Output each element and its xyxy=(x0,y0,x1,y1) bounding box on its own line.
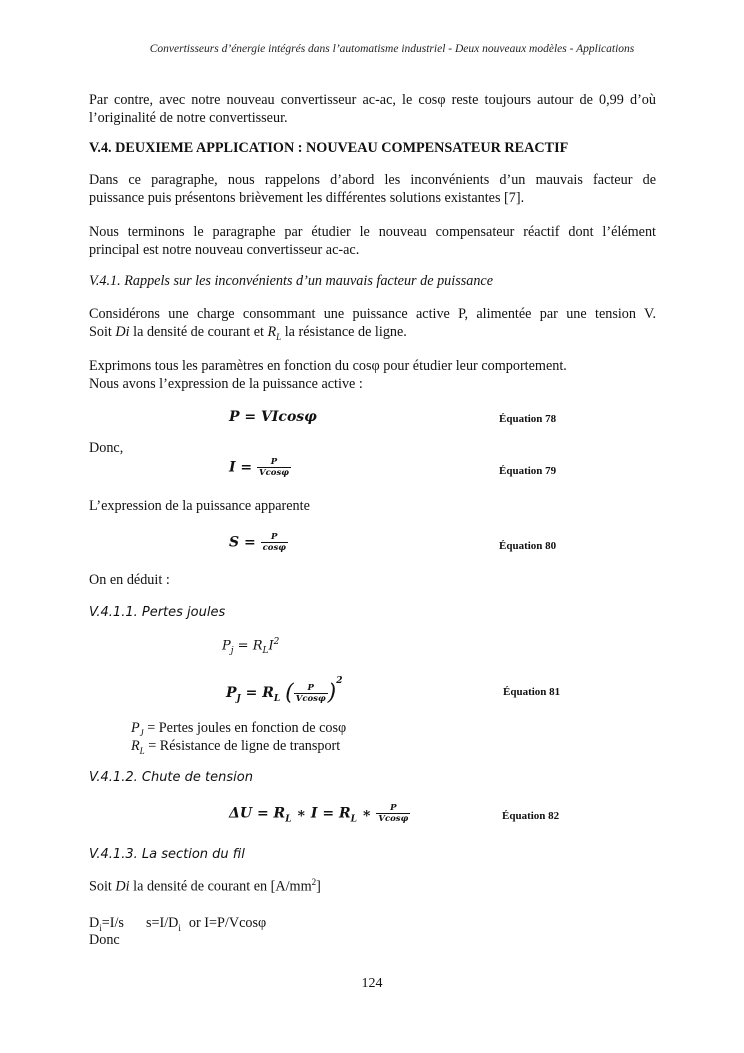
section-title: V.4. DEUXIEME APPLICATION : NOUVEAU COMPENSATEUR REACTIF xyxy=(89,140,569,156)
paragraph-terminons xyxy=(89,223,656,259)
equation-pj: $P_j = R_LI^2$ xyxy=(222,637,280,656)
paragraph-exprimons xyxy=(89,357,656,393)
paragraph-intro xyxy=(89,91,656,127)
text-soit-di: Soit Di la densité de courant en $[A/mm^2]$ xyxy=(89,877,321,895)
symbol-di: Di xyxy=(115,324,130,340)
text-puissance-apparente: L’expression de la puissance apparente xyxy=(89,498,310,514)
definition-pj: $P_J$ = Pertes joules en fonction de cosφ xyxy=(131,720,347,738)
equation-82-label: Équation 82 xyxy=(502,810,560,822)
paragraph-rappel xyxy=(89,171,656,207)
equation-80: S = $\frac{P}{\cos\varphi}$ xyxy=(229,532,286,553)
paragraph-line: Considérons une charge consommant une puissance active P, alimentée par une tension V. xyxy=(89,306,656,322)
text-donc-2: Donc xyxy=(89,932,120,948)
page-number: 124 xyxy=(361,976,383,991)
equation-78-label: Équation 78 xyxy=(499,413,557,425)
paragraph-line: principal est notre nouveau convertisseur ac-ac. xyxy=(89,242,360,258)
equation-82: $\Delta U = R_L$ ∗ $I = R_L$ ∗ $\frac{P}{Vcos\varphi}$ xyxy=(229,803,409,825)
symbol-rl: $R_L$ xyxy=(267,324,282,342)
paragraph-line: puissance puis présentons brièvement les différentes solutions existantes [7]. xyxy=(89,190,525,206)
paragraph-line: l’originalité de notre convertisseur. xyxy=(89,110,288,126)
heading-section-fil: V.4.1.3. La section du fil xyxy=(89,847,245,862)
fraction: $\frac{P}{Vcos\varphi}$ xyxy=(378,803,409,824)
paragraph-line: Dans ce paragraphe, nous rappelons d’abord les inconvénients d’un mauvais facteur de xyxy=(89,172,656,188)
equation-81: $P_J = R_L$ ( $\frac{P}{Vcos\varphi}$ )$^2$ xyxy=(226,676,343,706)
paragraph-line: Par contre, avec notre nouveau convertisseur ac-ac, le cosφ reste toujours autour de 0,99 d’où xyxy=(89,92,656,108)
equation-80-label: Équation 80 xyxy=(499,540,557,552)
paragraph-line: Nous avons l’expression de la puissance active : xyxy=(89,376,363,392)
text-deduit: On en déduit : xyxy=(89,572,170,588)
fraction: $\frac{P}{\cos\varphi}$ xyxy=(262,532,286,553)
heading-chute-tension: V.4.1.2. Chute de tension xyxy=(89,770,253,785)
definition-rl: $R_L$ = Résistance de ligne de transport xyxy=(131,738,341,756)
fraction: $\frac{P}{Vcos\varphi}$ xyxy=(295,682,326,704)
text-formulas: $D_i=I/s$ $s=I/D_i$ or I=P/Vcosφ xyxy=(89,915,267,933)
paragraph-line: Soit Di la densité de courant et $R_L$ la résistance de ligne. xyxy=(89,324,407,342)
paragraph-line: Nous terminons le paragraphe par étudier le nouveau compensateur réactif dont l’élément xyxy=(89,224,656,240)
heading-pertes-joules: V.4.1.1. Pertes joules xyxy=(89,605,226,620)
equation-79-label: Équation 79 xyxy=(499,465,557,477)
running-header: Convertisseurs d’énergie intégrés dans l’automatisme industriel - Deux nouveaux modèles - Applications xyxy=(149,43,635,55)
equation-78: P = VIcosφ xyxy=(229,409,317,425)
equation-79: I = $\frac{P}{Vcos\varphi}$ xyxy=(229,457,289,478)
fraction: $\frac{P}{Vcos\varphi}$ xyxy=(259,457,289,478)
equation-81-label: Équation 81 xyxy=(503,686,561,698)
paragraph-line: Exprimons tous les paramètres en fonction du cosφ pour étudier leur comportement. xyxy=(89,358,567,374)
paragraph-charge xyxy=(89,305,656,346)
subsection-title: V.4.1. Rappels sur les inconvénients d’un mauvais facteur de puissance xyxy=(89,273,494,289)
text-donc: Donc, xyxy=(89,440,124,456)
